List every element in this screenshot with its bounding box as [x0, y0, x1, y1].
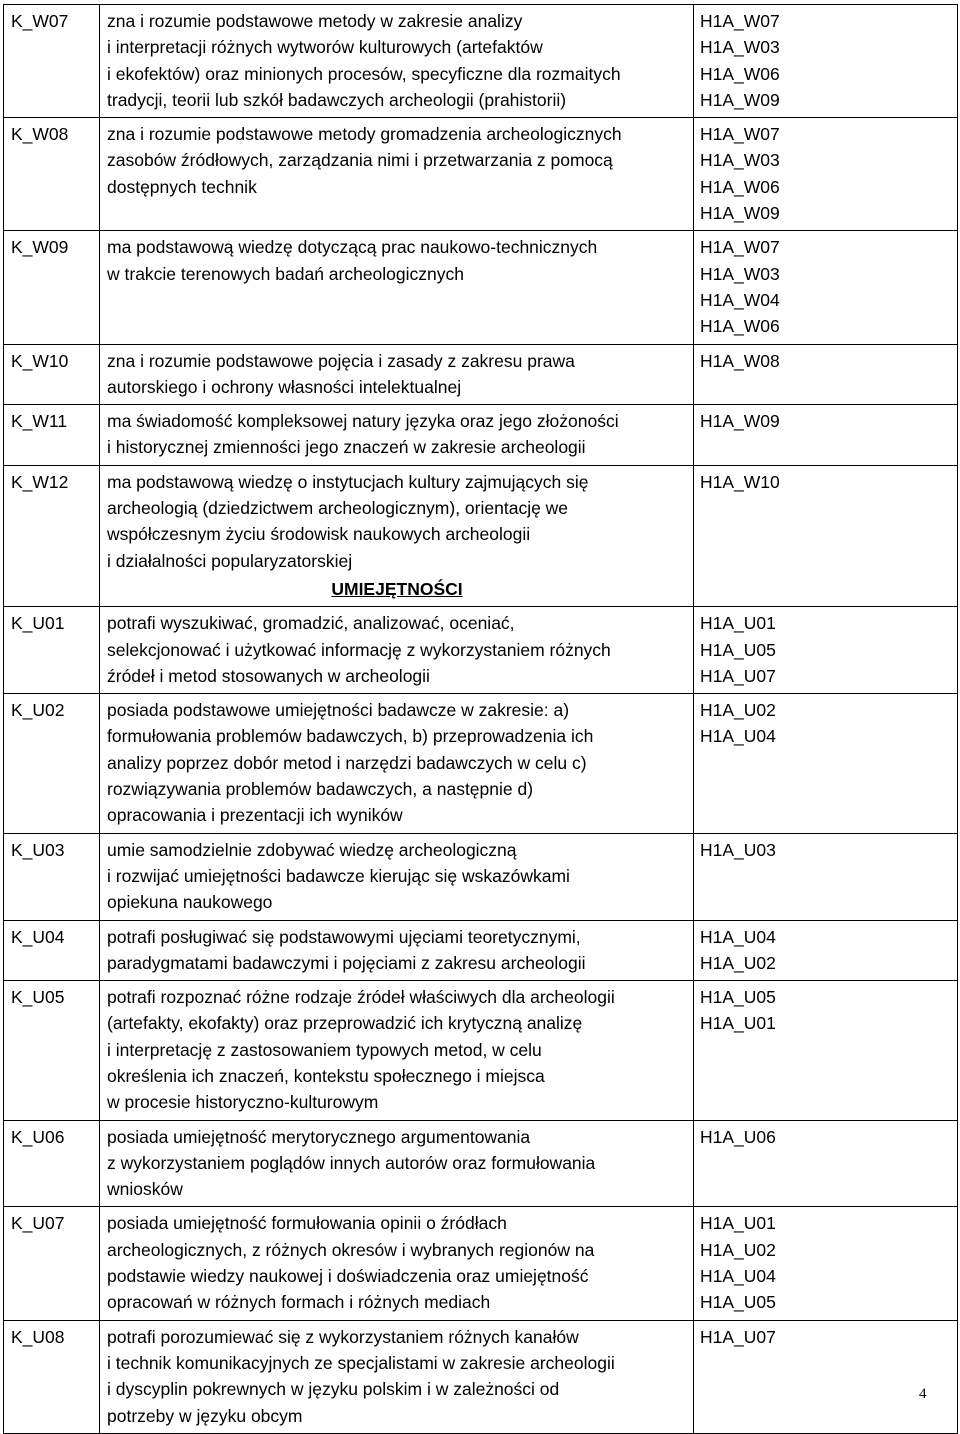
description-line: paradygmatami badawczymi i pojęciami z zakresu archeologii	[107, 952, 586, 973]
outcome-description	[100, 118, 694, 231]
reference-code: H1A_U06	[700, 1126, 776, 1147]
description-line: i interpretacji różnych wytworów kulturowych (artefaktów	[107, 37, 543, 58]
description-line: i historycznej zmienności jego znaczeń w zakresie archeologii	[107, 437, 586, 458]
description-line: określenia ich znaczeń, kontekstu społecznego i miejsca	[107, 1065, 545, 1086]
description-line: autorskiego i ochrony własności intelektualnej	[107, 376, 462, 397]
reference-code: H1A_U04	[700, 926, 776, 947]
description-line: ma podstawową wiedzę o instytucjach kultury zajmujących się	[107, 471, 589, 492]
table-row	[4, 694, 958, 833]
description-line: potrafi rozpoznać różne rodzaje źródeł właściwych dla archeologii	[107, 987, 615, 1008]
description-line: ma podstawową wiedzę dotyczącą prac naukowo-technicznych	[107, 237, 598, 258]
table-row	[4, 1207, 958, 1320]
description-line: i ekofektów) oraz minionych procesów, specyficzne dla rozmaitych	[107, 63, 621, 84]
description-line: posiada podstawowe umiejętności badawcze w zakresie: a)	[107, 700, 570, 721]
outcome-description	[100, 1320, 694, 1433]
reference-code: H1A_W10	[700, 471, 780, 492]
reference-code: H1A_U02	[700, 952, 776, 973]
reference-codes	[694, 465, 958, 606]
table-row	[4, 1120, 958, 1207]
description-line: rozwiązywania problemów badawczych, a następnie d)	[107, 779, 534, 800]
reference-code: H1A_W09	[700, 411, 780, 432]
description-line: opiekuna naukowego	[107, 892, 273, 913]
table-row	[4, 5, 958, 118]
outcome-code: K_U04	[4, 920, 100, 981]
description-line: współczesnym życiu środowisk naukowych archeologii	[107, 524, 531, 545]
reference-code: H1A_W03	[700, 37, 780, 58]
outcome-code: K_U02	[4, 694, 100, 833]
reference-code: H1A_W03	[700, 263, 780, 284]
description-line: wniosków	[107, 1179, 183, 1200]
table-row	[4, 607, 958, 694]
outcome-description	[100, 607, 694, 694]
outcome-code: K_W08	[4, 118, 100, 231]
reference-code: H1A_W06	[700, 63, 780, 84]
description-line: analizy poprzez dobór metod i narzędzi badawczych w celu c)	[107, 752, 587, 773]
section-title: UMIEJĘTNOŚCI	[331, 578, 463, 599]
reference-code: H1A_W09	[700, 203, 780, 224]
table-row	[4, 920, 958, 981]
outcome-description	[100, 920, 694, 981]
reference-code: H1A_W09	[700, 89, 780, 110]
outcome-code: K_W09	[4, 231, 100, 344]
table-row	[4, 118, 958, 231]
description-line: formułowania problemów badawczych, b) przeprowadzenia ich	[107, 726, 594, 747]
outcome-description	[100, 465, 694, 606]
description-line: podstawie wiedzy naukowej i doświadczenia oraz umiejętność	[107, 1266, 589, 1287]
description-line: w trakcie terenowych badań archeologicznych	[107, 263, 464, 284]
description-line: tradycji, teorii lub szkół badawczych archeologii (prahistorii)	[107, 89, 567, 110]
reference-code: H1A_W06	[700, 176, 780, 197]
outcome-code: K_W10	[4, 344, 100, 405]
reference-code: H1A_U05	[700, 987, 776, 1008]
reference-code: H1A_U02	[700, 700, 776, 721]
outcome-description	[100, 405, 694, 466]
description-line: i technik komunikacyjnych ze specjalistami w zakresie archeologii	[107, 1352, 615, 1373]
outcome-code: K_U01	[4, 607, 100, 694]
description-line: i interpretację z zastosowaniem typowych metod, w celu	[107, 1039, 542, 1060]
description-line: potrafi wyszukiwać, gromadzić, analizować, oceniać,	[107, 613, 515, 634]
description-line: w procesie historyczno-kulturowym	[107, 1092, 379, 1113]
reference-codes	[694, 231, 958, 344]
description-line: źródeł i metod stosowanych w archeologii	[107, 665, 430, 686]
description-line: potrzeby w języku obcym	[107, 1405, 303, 1426]
outcome-description	[100, 231, 694, 344]
table-row	[4, 465, 958, 606]
outcome-description	[100, 1120, 694, 1207]
reference-code: H1A_U02	[700, 1239, 776, 1260]
outcome-description	[100, 694, 694, 833]
reference-code: H1A_U05	[700, 639, 776, 660]
reference-codes	[694, 833, 958, 920]
reference-codes	[694, 1320, 958, 1433]
description-line: posiada umiejętność formułowania opinii o źródłach	[107, 1213, 507, 1234]
description-line: i dyscyplin pokrewnych w języku polskim i w zależności od	[107, 1379, 560, 1400]
outcome-description	[100, 1207, 694, 1320]
table-row	[4, 833, 958, 920]
description-line: i rozwijać umiejętności badawcze kierując się wskazówkami	[107, 865, 570, 886]
description-line: potrafi posługiwać się podstawowymi ujęciami teoretycznymi,	[107, 926, 581, 947]
page-number: 4	[919, 1386, 927, 1402]
reference-code: H1A_U05	[700, 1292, 776, 1313]
reference-codes	[694, 981, 958, 1120]
reference-codes	[694, 118, 958, 231]
reference-code: H1A_U01	[700, 1013, 776, 1034]
table-row	[4, 344, 958, 405]
reference-code: H1A_W07	[700, 237, 780, 258]
reference-codes	[694, 920, 958, 981]
description-line: archeologicznych, z różnych okresów i wybranych regionów na	[107, 1239, 595, 1260]
description-line: selekcjonować i użytkować informację z wykorzystaniem różnych	[107, 639, 611, 660]
learning-outcomes-table	[3, 4, 958, 1434]
reference-codes	[694, 405, 958, 466]
outcome-description	[100, 344, 694, 405]
reference-code: H1A_W07	[700, 11, 780, 31]
reference-codes	[694, 5, 958, 118]
outcome-code: K_U07	[4, 1207, 100, 1320]
reference-code: H1A_W08	[700, 350, 780, 371]
description-line: zna i rozumie podstawowe metody gromadzenia archeologicznych	[107, 124, 622, 145]
reference-codes	[694, 344, 958, 405]
reference-code: H1A_U04	[700, 726, 776, 747]
reference-codes	[694, 1207, 958, 1320]
reference-code: H1A_W07	[700, 124, 780, 145]
description-line: zna i rozumie podstawowe pojęcia i zasady z zakresu prawa	[107, 350, 575, 371]
description-line: ma świadomość kompleksowej natury języka oraz jego złożoności	[107, 411, 619, 432]
description-line: dostępnych technik	[107, 176, 257, 197]
reference-codes	[694, 607, 958, 694]
reference-code: H1A_U04	[700, 1266, 776, 1287]
outcome-code: K_U03	[4, 833, 100, 920]
description-line: (artefakty, ekofakty) oraz przeprowadzić ich krytyczną analizę	[107, 1013, 583, 1034]
reference-code: H1A_W04	[700, 289, 780, 310]
reference-code: H1A_U07	[700, 665, 776, 686]
outcome-code: K_W11	[4, 405, 100, 466]
table-row	[4, 981, 958, 1120]
table-body	[4, 5, 958, 1434]
table-row	[4, 1320, 958, 1433]
description-line: posiada umiejętność merytorycznego argumentowania	[107, 1126, 531, 1147]
outcome-code: K_U08	[4, 1320, 100, 1433]
description-line: zasobów źródłowych, zarządzania nimi i przetwarzania z pomocą	[107, 150, 613, 171]
outcome-description	[100, 5, 694, 118]
outcome-code: K_U06	[4, 1120, 100, 1207]
outcome-description	[100, 833, 694, 920]
description-line: z wykorzystaniem poglądów innych autorów oraz formułowania	[107, 1152, 596, 1173]
description-line: opracowania i prezentacji ich wyników	[107, 805, 403, 826]
reference-code: H1A_W03	[700, 150, 780, 171]
description-line: archeologią (dziedzictwem archeologicznym), orientację we	[107, 498, 569, 519]
table-row	[4, 405, 958, 466]
reference-code: H1A_U01	[700, 1213, 776, 1234]
description-line: potrafi porozumiewać się z wykorzystaniem różnych kanałów	[107, 1326, 579, 1347]
description-line: opracowań w różnych formach i różnych mediach	[107, 1292, 491, 1313]
description-line: i działalności popularyzatorskiej	[107, 550, 353, 571]
reference-codes	[694, 694, 958, 833]
reference-code: H1A_W06	[700, 316, 780, 337]
reference-codes	[694, 1120, 958, 1207]
outcome-code: K_W07	[4, 5, 100, 118]
outcome-code: K_U05	[4, 981, 100, 1120]
reference-code: H1A_U03	[700, 839, 776, 860]
outcome-code: K_W12	[4, 465, 100, 606]
outcome-description	[100, 981, 694, 1120]
table-row	[4, 231, 958, 344]
description-line: zna i rozumie podstawowe metody w zakresie analizy	[107, 11, 523, 31]
description-line: umie samodzielnie zdobywać wiedzę archeologiczną	[107, 839, 517, 860]
reference-code: H1A_U01	[700, 613, 776, 634]
reference-code: H1A_U07	[700, 1326, 776, 1347]
